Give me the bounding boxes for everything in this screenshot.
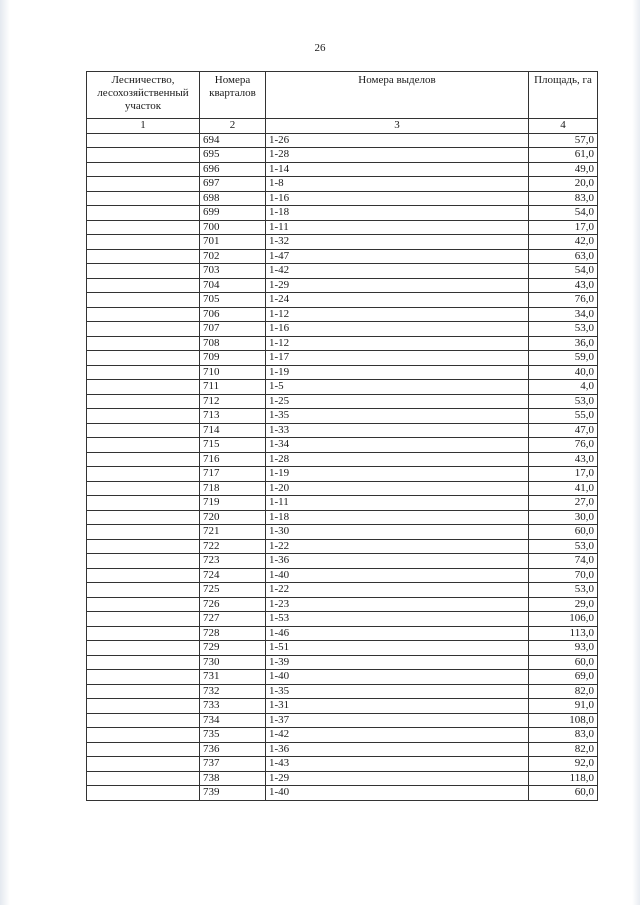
forestry-cell (87, 554, 200, 569)
quarter-cell: 698 (200, 191, 266, 206)
area-cell: 118,0 (529, 771, 598, 786)
table-row (87, 351, 598, 366)
table-row (87, 771, 598, 786)
forestry-cell (87, 264, 200, 279)
table-row (87, 177, 598, 192)
table-row (87, 438, 598, 453)
area-cell: 29,0 (529, 597, 598, 612)
table-body (87, 133, 598, 800)
area-cell: 47,0 (529, 423, 598, 438)
area-cell: 53,0 (529, 539, 598, 554)
column-number-row (87, 119, 598, 134)
plots-cell: 1-28 (266, 148, 529, 163)
plots-cell: 1-24 (266, 293, 529, 308)
forestry-cell (87, 177, 200, 192)
plots-cell: 1-16 (266, 322, 529, 337)
area-cell: 42,0 (529, 235, 598, 250)
plots-cell: 1-36 (266, 742, 529, 757)
header-area: Площадь, га (529, 72, 598, 119)
forestry-cell (87, 496, 200, 511)
table-row (87, 612, 598, 627)
area-cell: 27,0 (529, 496, 598, 511)
area-cell: 70,0 (529, 568, 598, 583)
area-cell: 17,0 (529, 220, 598, 235)
quarter-cell: 699 (200, 206, 266, 221)
quarter-cell: 717 (200, 467, 266, 482)
area-cell: 60,0 (529, 525, 598, 540)
table-row (87, 684, 598, 699)
table-row (87, 757, 598, 772)
quarter-cell: 714 (200, 423, 266, 438)
table-row (87, 452, 598, 467)
area-cell: 74,0 (529, 554, 598, 569)
plots-cell: 1-30 (266, 525, 529, 540)
area-cell: 106,0 (529, 612, 598, 627)
table-row (87, 713, 598, 728)
quarter-cell: 709 (200, 351, 266, 366)
area-cell: 76,0 (529, 438, 598, 453)
forestry-cell (87, 409, 200, 424)
table-row (87, 423, 598, 438)
area-cell: 76,0 (529, 293, 598, 308)
plots-cell: 1-23 (266, 597, 529, 612)
column-number-1: 1 (87, 119, 200, 134)
table-row (87, 133, 598, 148)
quarter-cell: 722 (200, 539, 266, 554)
table-row (87, 742, 598, 757)
table-row (87, 583, 598, 598)
plots-cell: 1-40 (266, 670, 529, 685)
area-cell: 57,0 (529, 133, 598, 148)
quarter-cell: 737 (200, 757, 266, 772)
column-number-4: 4 (529, 119, 598, 134)
table-row (87, 554, 598, 569)
forestry-cell (87, 148, 200, 163)
area-cell: 83,0 (529, 191, 598, 206)
plots-cell: 1-32 (266, 235, 529, 250)
table-row (87, 597, 598, 612)
table-row (87, 148, 598, 163)
area-cell: 82,0 (529, 742, 598, 757)
area-cell: 59,0 (529, 351, 598, 366)
table-row (87, 235, 598, 250)
column-number-2: 2 (200, 119, 266, 134)
table-row (87, 322, 598, 337)
table-row (87, 786, 598, 801)
table-row (87, 278, 598, 293)
quarter-cell: 733 (200, 699, 266, 714)
quarter-cell: 716 (200, 452, 266, 467)
area-cell: 41,0 (529, 481, 598, 496)
quarter-cell: 707 (200, 322, 266, 337)
area-cell: 20,0 (529, 177, 598, 192)
plots-cell: 1-8 (266, 177, 529, 192)
quarter-cell: 731 (200, 670, 266, 685)
table-row (87, 365, 598, 380)
table-row (87, 699, 598, 714)
quarter-cell: 726 (200, 597, 266, 612)
forestry-cell (87, 728, 200, 743)
area-cell: 108,0 (529, 713, 598, 728)
plots-cell: 1-17 (266, 351, 529, 366)
quarter-cell: 736 (200, 742, 266, 757)
table-row (87, 162, 598, 177)
plots-cell: 1-16 (266, 191, 529, 206)
plots-cell: 1-14 (266, 162, 529, 177)
plots-cell: 1-18 (266, 206, 529, 221)
plots-cell: 1-29 (266, 771, 529, 786)
area-cell: 34,0 (529, 307, 598, 322)
quarter-cell: 703 (200, 264, 266, 279)
plots-cell: 1-18 (266, 510, 529, 525)
quarter-cell: 697 (200, 177, 266, 192)
header-forestry: Лесничество, лесохозяйственный участок (87, 72, 200, 119)
plots-cell: 1-31 (266, 699, 529, 714)
plots-cell: 1-26 (266, 133, 529, 148)
table-row (87, 728, 598, 743)
quarter-cell: 701 (200, 235, 266, 250)
area-cell: 30,0 (529, 510, 598, 525)
table-row (87, 496, 598, 511)
forestry-cell (87, 510, 200, 525)
table-row (87, 481, 598, 496)
plots-cell: 1-20 (266, 481, 529, 496)
table-row (87, 220, 598, 235)
plots-cell: 1-37 (266, 713, 529, 728)
plots-cell: 1-51 (266, 641, 529, 656)
forestry-cell (87, 322, 200, 337)
area-cell: 60,0 (529, 655, 598, 670)
forestry-cell (87, 655, 200, 670)
plots-cell: 1-42 (266, 728, 529, 743)
forestry-cell (87, 757, 200, 772)
forestry-cell (87, 713, 200, 728)
forestry-cell (87, 206, 200, 221)
area-cell: 113,0 (529, 626, 598, 641)
quarter-cell: 696 (200, 162, 266, 177)
forestry-cell (87, 670, 200, 685)
table-header (87, 72, 598, 134)
plots-cell: 1-19 (266, 467, 529, 482)
plots-cell: 1-22 (266, 583, 529, 598)
quarter-cell: 695 (200, 148, 266, 163)
quarter-cell: 734 (200, 713, 266, 728)
area-cell: 92,0 (529, 757, 598, 772)
area-cell: 91,0 (529, 699, 598, 714)
forestry-cell (87, 365, 200, 380)
forestry-cell (87, 380, 200, 395)
quarter-cell: 727 (200, 612, 266, 627)
area-cell: 83,0 (529, 728, 598, 743)
forestry-cell (87, 336, 200, 351)
quarter-cell: 711 (200, 380, 266, 395)
forestry-cell (87, 684, 200, 699)
forest-quarters-table (86, 71, 598, 801)
forestry-cell (87, 162, 200, 177)
table-row (87, 641, 598, 656)
quarter-cell: 724 (200, 568, 266, 583)
quarter-cell: 705 (200, 293, 266, 308)
area-cell: 43,0 (529, 278, 598, 293)
quarter-cell: 723 (200, 554, 266, 569)
forestry-cell (87, 438, 200, 453)
area-cell: 54,0 (529, 206, 598, 221)
area-cell: 53,0 (529, 322, 598, 337)
header-plot-numbers: Номера выделов (266, 72, 529, 119)
table-row (87, 249, 598, 264)
table-row (87, 293, 598, 308)
forestry-cell (87, 626, 200, 641)
plots-cell: 1-53 (266, 612, 529, 627)
quarter-cell: 730 (200, 655, 266, 670)
area-cell: 17,0 (529, 467, 598, 482)
forestry-cell (87, 351, 200, 366)
table-row (87, 191, 598, 206)
table-row (87, 467, 598, 482)
forestry-cell (87, 481, 200, 496)
quarter-cell: 732 (200, 684, 266, 699)
area-cell: 40,0 (529, 365, 598, 380)
plots-cell: 1-5 (266, 380, 529, 395)
quarter-cell: 712 (200, 394, 266, 409)
forestry-cell (87, 568, 200, 583)
forestry-cell (87, 699, 200, 714)
area-cell: 54,0 (529, 264, 598, 279)
forestry-cell (87, 423, 200, 438)
forestry-cell (87, 525, 200, 540)
table-row (87, 336, 598, 351)
table-row (87, 380, 598, 395)
plots-cell: 1-47 (266, 249, 529, 264)
quarter-cell: 700 (200, 220, 266, 235)
forestry-cell (87, 307, 200, 322)
column-number-3: 3 (266, 119, 529, 134)
plots-cell: 1-22 (266, 539, 529, 554)
table-row (87, 394, 598, 409)
forestry-cell (87, 539, 200, 554)
plots-cell: 1-11 (266, 220, 529, 235)
quarter-cell: 735 (200, 728, 266, 743)
quarter-cell: 728 (200, 626, 266, 641)
quarter-cell: 729 (200, 641, 266, 656)
area-cell: 36,0 (529, 336, 598, 351)
area-cell: 63,0 (529, 249, 598, 264)
plots-cell: 1-19 (266, 365, 529, 380)
area-cell: 61,0 (529, 148, 598, 163)
page-number: 26 (314, 42, 326, 54)
area-cell: 60,0 (529, 786, 598, 801)
table-row (87, 626, 598, 641)
plots-cell: 1-35 (266, 409, 529, 424)
quarter-cell: 721 (200, 525, 266, 540)
plots-cell: 1-40 (266, 568, 529, 583)
plots-cell: 1-25 (266, 394, 529, 409)
quarter-cell: 725 (200, 583, 266, 598)
plots-cell: 1-39 (266, 655, 529, 670)
quarter-cell: 718 (200, 481, 266, 496)
table-row (87, 307, 598, 322)
quarter-cell: 738 (200, 771, 266, 786)
forestry-cell (87, 293, 200, 308)
forestry-cell (87, 133, 200, 148)
plots-cell: 1-12 (266, 307, 529, 322)
forestry-cell (87, 771, 200, 786)
area-cell: 69,0 (529, 670, 598, 685)
quarter-cell: 708 (200, 336, 266, 351)
quarter-cell: 702 (200, 249, 266, 264)
area-cell: 49,0 (529, 162, 598, 177)
forestry-cell (87, 249, 200, 264)
forestry-cell (87, 641, 200, 656)
plots-cell: 1-33 (266, 423, 529, 438)
scan-edge-right (632, 0, 640, 905)
forestry-cell (87, 278, 200, 293)
table-row (87, 655, 598, 670)
area-cell: 53,0 (529, 583, 598, 598)
area-cell: 4,0 (529, 380, 598, 395)
area-cell: 55,0 (529, 409, 598, 424)
quarter-cell: 704 (200, 278, 266, 293)
plots-cell: 1-28 (266, 452, 529, 467)
area-cell: 53,0 (529, 394, 598, 409)
quarter-cell: 706 (200, 307, 266, 322)
quarter-cell: 715 (200, 438, 266, 453)
forestry-cell (87, 467, 200, 482)
forestry-cell (87, 191, 200, 206)
header-row (87, 72, 598, 119)
table-row (87, 525, 598, 540)
header-quarter-numbers: Номера кварталов (200, 72, 266, 119)
plots-cell: 1-11 (266, 496, 529, 511)
plots-cell: 1-42 (266, 264, 529, 279)
plots-cell: 1-29 (266, 278, 529, 293)
quarter-cell: 713 (200, 409, 266, 424)
table-row (87, 409, 598, 424)
area-cell: 82,0 (529, 684, 598, 699)
table-row (87, 568, 598, 583)
table-row (87, 206, 598, 221)
plots-cell: 1-46 (266, 626, 529, 641)
table-row (87, 510, 598, 525)
table-row (87, 670, 598, 685)
forestry-cell (87, 612, 200, 627)
forestry-cell (87, 394, 200, 409)
scan-edge-left (0, 0, 10, 905)
plots-cell: 1-36 (266, 554, 529, 569)
area-cell: 43,0 (529, 452, 598, 467)
forestry-cell (87, 220, 200, 235)
quarter-cell: 719 (200, 496, 266, 511)
forestry-cell (87, 583, 200, 598)
quarter-cell: 710 (200, 365, 266, 380)
forestry-cell (87, 742, 200, 757)
quarter-cell: 739 (200, 786, 266, 801)
plots-cell: 1-34 (266, 438, 529, 453)
table-row (87, 539, 598, 554)
quarter-cell: 720 (200, 510, 266, 525)
table-row (87, 264, 598, 279)
plots-cell: 1-43 (266, 757, 529, 772)
plots-cell: 1-40 (266, 786, 529, 801)
forestry-cell (87, 235, 200, 250)
plots-cell: 1-12 (266, 336, 529, 351)
plots-cell: 1-35 (266, 684, 529, 699)
quarter-cell: 694 (200, 133, 266, 148)
forestry-cell (87, 786, 200, 801)
forestry-cell (87, 597, 200, 612)
area-cell: 93,0 (529, 641, 598, 656)
forestry-cell (87, 452, 200, 467)
